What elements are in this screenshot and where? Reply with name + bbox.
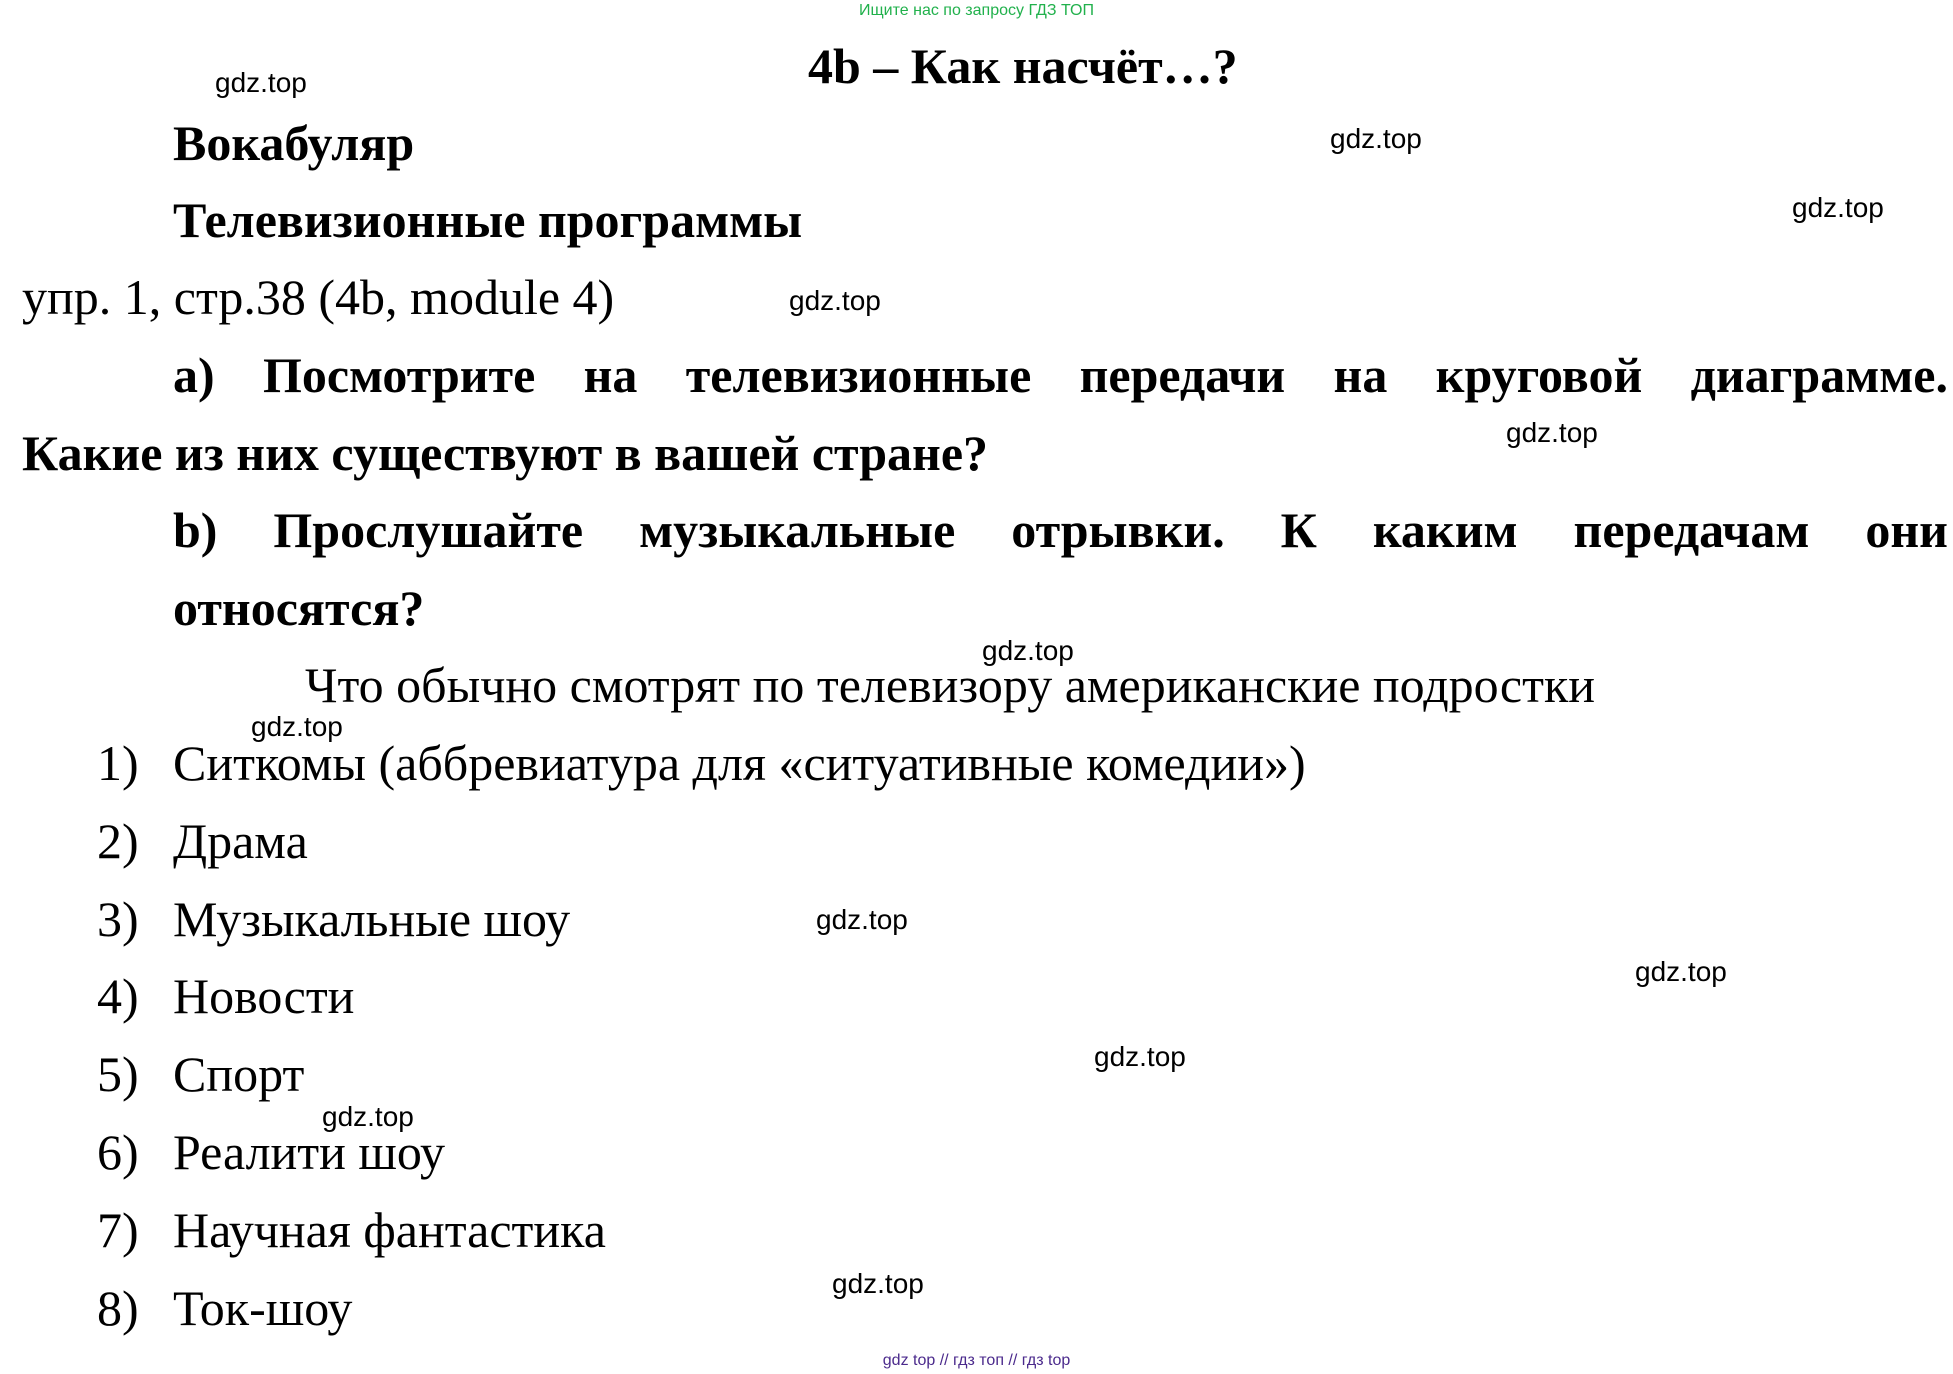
watermark: gdz.top	[1094, 1041, 1186, 1072]
watermark: gdz.top	[1506, 417, 1598, 448]
task-a-line2: Какие из них существуют в вашей стране?	[22, 425, 989, 481]
list-item-number: 1)	[97, 735, 139, 791]
task-b-line1: b) Прослушайте музыкальные отрывки. К каким передачам они	[173, 502, 1948, 558]
watermark: gdz.top	[251, 711, 343, 742]
watermark: gdz.top	[322, 1101, 414, 1132]
exercise-reference: упр. 1, стр.38 (4b, module 4)	[22, 269, 615, 325]
list-item-text: Новости	[173, 968, 355, 1024]
task-a-line1: a) Посмотрите на телевизионные передачи на круговой диаграмме.	[173, 347, 1948, 403]
list-item-text: Музыкальные шоу	[173, 891, 571, 947]
watermark: gdz.top	[1792, 192, 1884, 223]
watermark: gdz.top	[982, 635, 1074, 666]
list-item-text: Реалити шоу	[173, 1124, 445, 1180]
watermark: gdz.top	[1330, 123, 1422, 154]
watermark: gdz.top	[789, 285, 881, 316]
task-b-line2: относятся?	[173, 580, 425, 636]
list-item	[97, 1278, 352, 1338]
list-item-number: 8)	[97, 1280, 139, 1336]
top-banner: Ищите нас по запросу ГДЗ ТОП	[859, 2, 1094, 19]
list-item	[97, 889, 570, 949]
list-item-number: 3)	[97, 891, 139, 947]
subsection-title: Телевизионные программы	[173, 192, 803, 248]
list-item-number: 2)	[97, 813, 139, 869]
list-item-number: 5)	[97, 1046, 139, 1102]
list-item-text: Ток-шоу	[173, 1280, 353, 1336]
list-item-text: Драма	[173, 813, 308, 869]
page-title: 4b – Как насчёт…?	[808, 38, 1238, 94]
list-item	[97, 1044, 304, 1104]
list-item	[97, 811, 308, 871]
watermark: gdz.top	[832, 1268, 924, 1299]
watermark: gdz.top	[1635, 956, 1727, 987]
list-item-number: 7)	[97, 1202, 139, 1258]
watermark: gdz.top	[215, 67, 307, 98]
footer-links: gdz top // гдз топ // гдз top	[882, 1352, 1071, 1369]
list-item	[97, 966, 354, 1026]
list-item-text: Ситкомы (аббревиатура для «ситуативные комедии»)	[173, 735, 1306, 791]
list-item-number: 4)	[97, 968, 139, 1024]
list-item-text: Научная фантастика	[173, 1202, 606, 1258]
watermark: gdz.top	[816, 904, 908, 935]
list-item-number: 6)	[97, 1124, 139, 1180]
section-title: Вокабуляр	[173, 115, 415, 171]
list-caption: Что обычно смотрят по телевизору американские подростки	[305, 657, 1596, 713]
list-item-text: Спорт	[173, 1046, 305, 1102]
list-item	[97, 1200, 606, 1260]
